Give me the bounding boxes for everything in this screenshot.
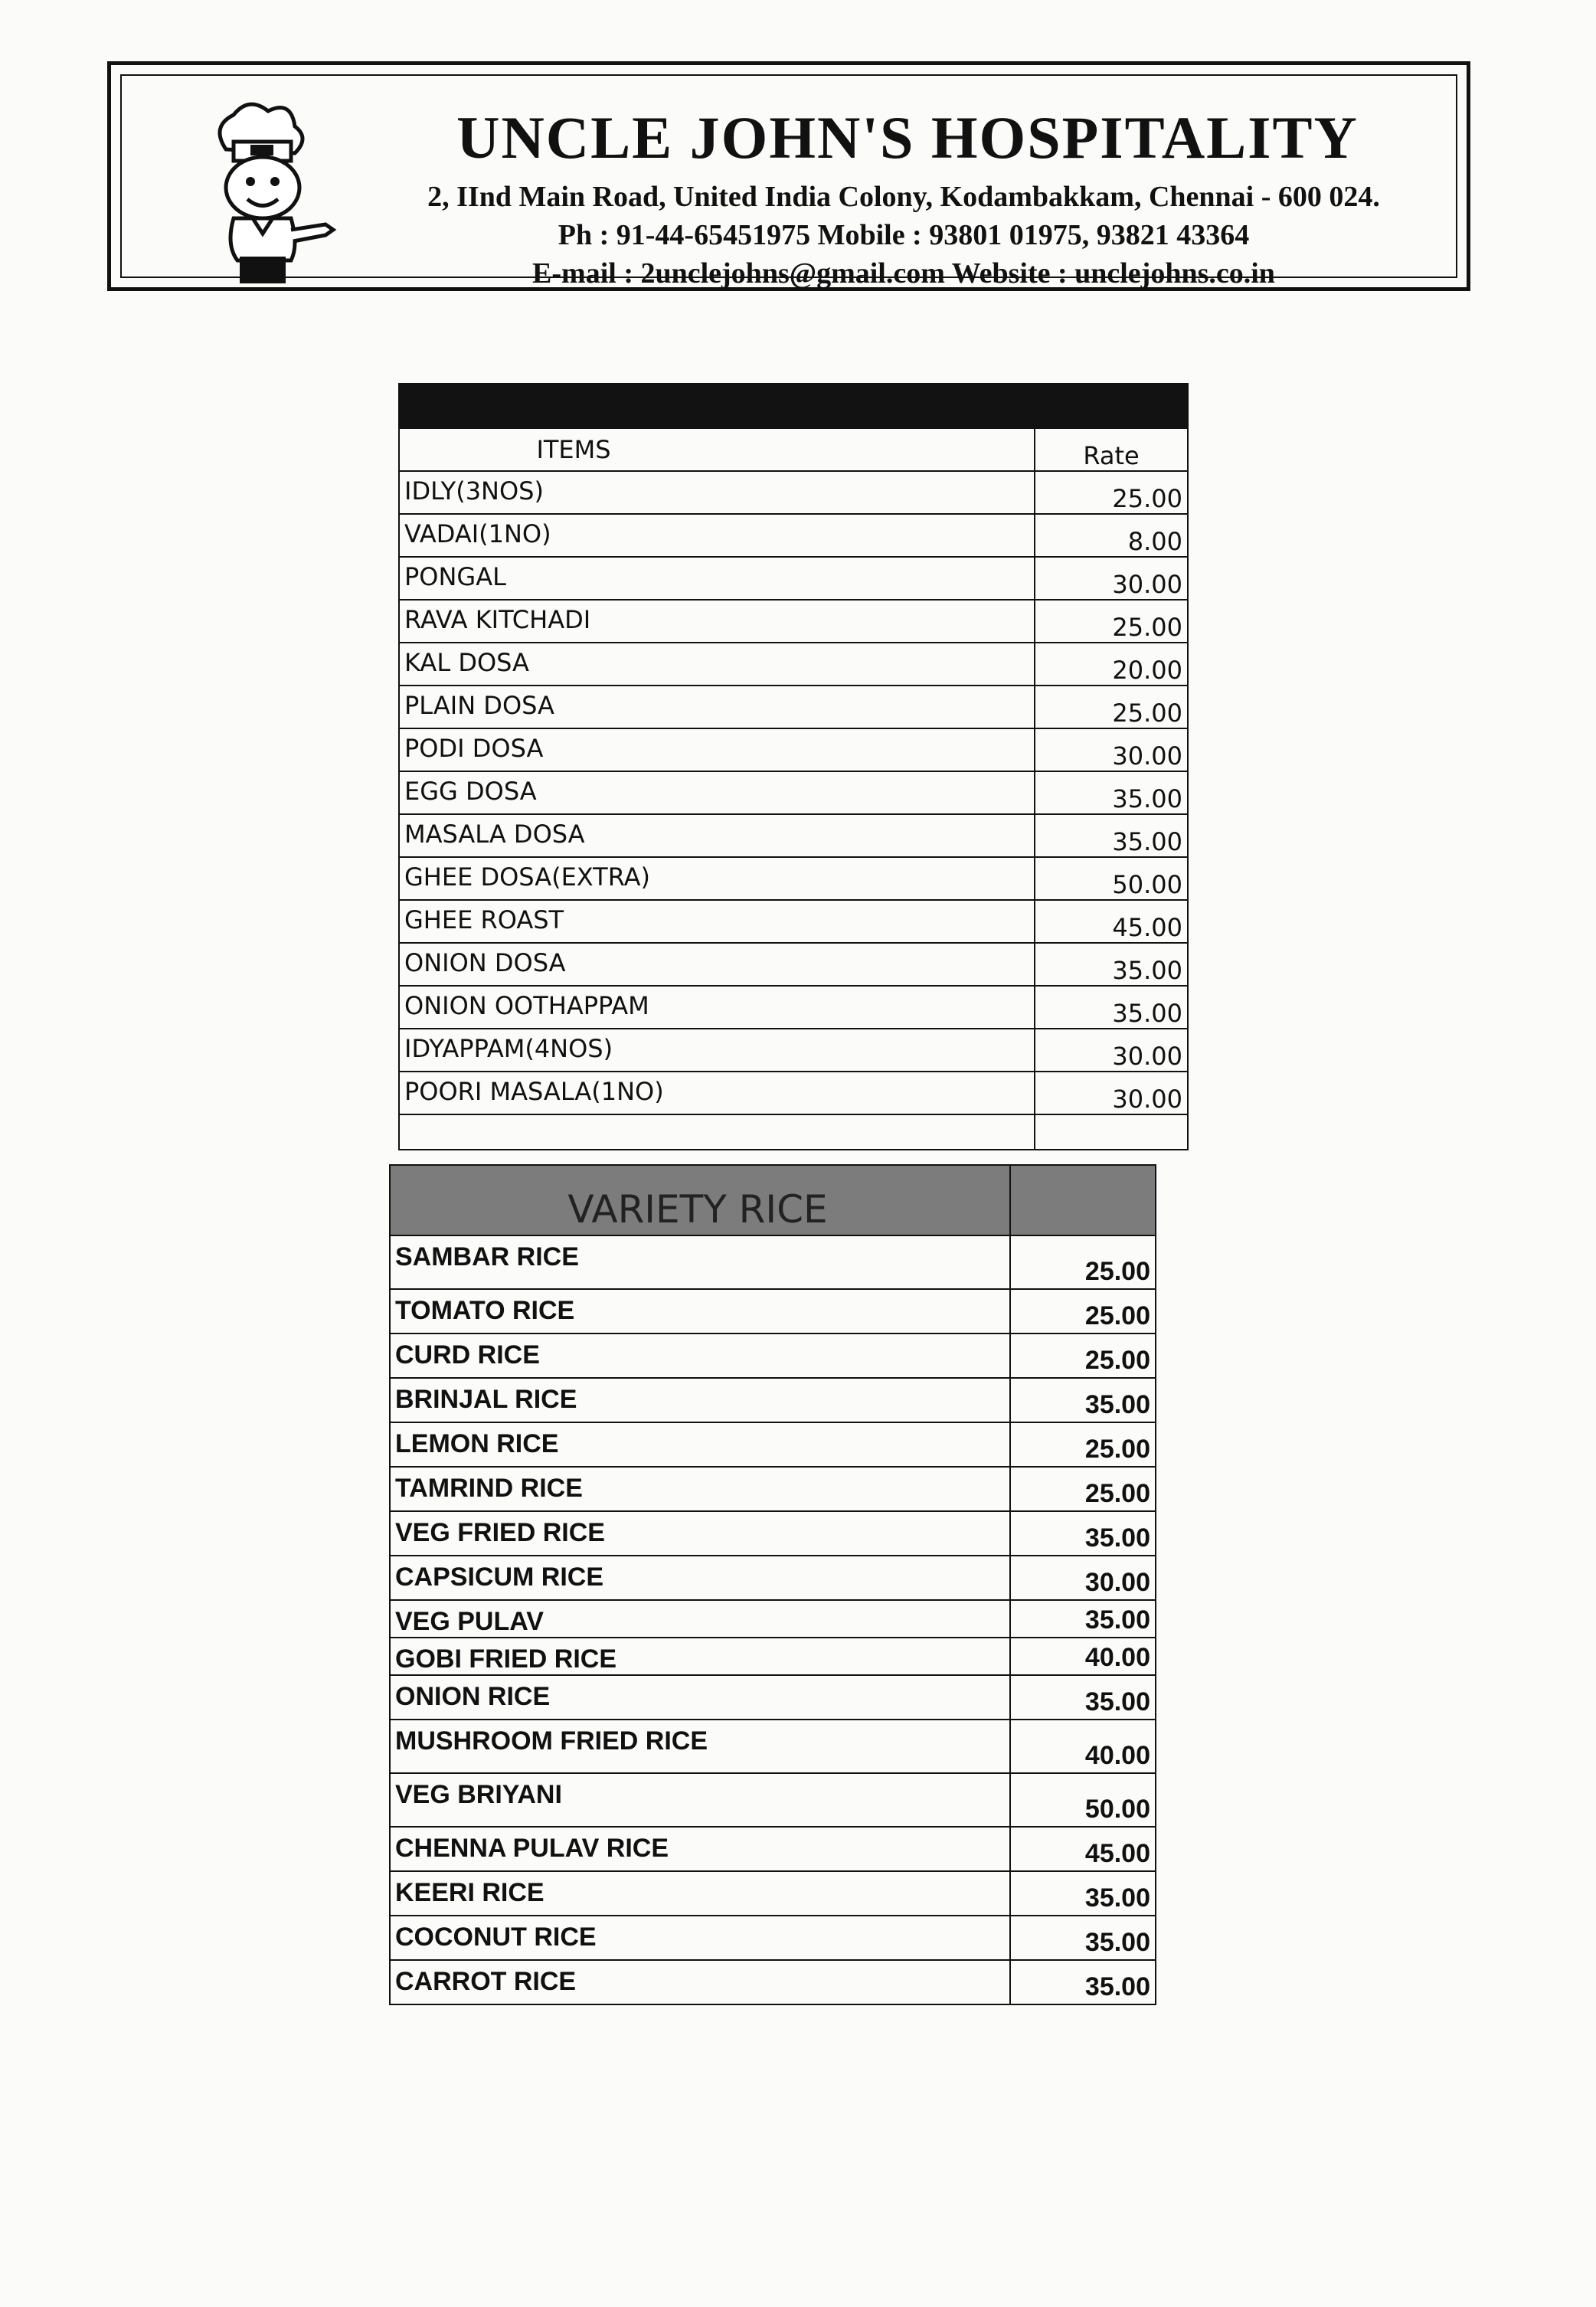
menu-item-rate: 20.00 <box>1035 643 1188 686</box>
table-row <box>399 857 1188 900</box>
table-row <box>390 1720 1156 1773</box>
menu-item-name: KAL DOSA <box>399 643 1035 686</box>
menu-item-rate: 25.00 <box>1035 471 1188 514</box>
table-row <box>399 814 1188 857</box>
menu-item-rate: 35.00 <box>1035 771 1188 814</box>
letterhead <box>107 61 1470 291</box>
table-row <box>399 1072 1188 1114</box>
table-row <box>399 643 1188 686</box>
menu-item-name: TAMRIND RICE <box>390 1467 1010 1511</box>
menu-item-rate: 50.00 <box>1035 857 1188 900</box>
menu-item-rate: 25.00 <box>1010 1422 1156 1467</box>
menu-item-name: BRINJAL RICE <box>390 1378 1010 1422</box>
menu-item-rate: 40.00 <box>1010 1720 1156 1773</box>
menu-item-name: VEG BRIYANI <box>390 1773 1010 1827</box>
table-row <box>399 771 1188 814</box>
table-row <box>399 986 1188 1029</box>
menu-item-name: SAMBAR RICE <box>390 1235 1010 1289</box>
table-row <box>390 1422 1156 1467</box>
menu-item-name: IDYAPPAM(4NOS) <box>399 1029 1035 1072</box>
table-row <box>390 1235 1156 1289</box>
table-row <box>399 1029 1188 1072</box>
menu-item-name: MUSHROOM FRIED RICE <box>390 1720 1010 1773</box>
table-row <box>390 1827 1156 1871</box>
menu-item-rate: 35.00 <box>1035 986 1188 1029</box>
menu-item-name: CARROT RICE <box>390 1960 1010 2004</box>
menu-item-name: GHEE DOSA(EXTRA) <box>399 857 1035 900</box>
hotel-name: UNCLE JOHN'S HOSPITALITY <box>456 104 1359 171</box>
menu-item-name: RAVA KITCHADI <box>399 600 1035 643</box>
items-column-header: ITEMS <box>399 428 1035 471</box>
menu-item-name: VEG PULAV <box>390 1600 1010 1638</box>
table-row <box>390 1556 1156 1600</box>
menu-item-rate: 35.00 <box>1010 1871 1156 1916</box>
menu-item-rate: 25.00 <box>1010 1333 1156 1378</box>
menu-item-name: TOMATO RICE <box>390 1289 1010 1333</box>
hotel-phone: Ph : 91-44-65451975 Mobile : 93801 01975, 93821 43364 <box>558 219 1250 251</box>
menu-item-name: GOBI FRIED RICE <box>390 1638 1010 1675</box>
menu-item-rate: 25.00 <box>1010 1467 1156 1511</box>
table-row <box>390 1960 1156 2004</box>
menu-item-name: PODI DOSA <box>399 728 1035 771</box>
rate-column-header: Rate <box>1035 428 1188 471</box>
table-row <box>390 1871 1156 1916</box>
menu-item-rate: 30.00 <box>1035 1072 1188 1114</box>
table-row <box>390 1675 1156 1720</box>
menu-item-rate: 35.00 <box>1035 814 1188 857</box>
table-row <box>399 943 1188 986</box>
table-row <box>390 1333 1156 1378</box>
table-row <box>399 514 1188 557</box>
menu-item-name: EGG DOSA <box>399 771 1035 814</box>
menu-item-rate: 25.00 <box>1035 686 1188 728</box>
menu-item-name: ONION DOSA <box>399 943 1035 986</box>
table-row <box>399 600 1188 643</box>
menu-item-name: COCONUT RICE <box>390 1916 1010 1960</box>
table-row <box>390 1638 1156 1675</box>
menu-item-rate: 35.00 <box>1035 943 1188 986</box>
table-row <box>390 1916 1156 1960</box>
menu-item-rate: 25.00 <box>1010 1289 1156 1333</box>
menu-item-name: MASALA DOSA <box>399 814 1035 857</box>
section-header-bar <box>390 1165 1156 1235</box>
menu-item-rate: 50.00 <box>1010 1773 1156 1827</box>
menu-item-rate: 30.00 <box>1010 1556 1156 1600</box>
variety-rice-table <box>389 1164 1156 2005</box>
menu-item-rate: 35.00 <box>1010 1600 1156 1638</box>
menu-item-name: PLAIN DOSA <box>399 686 1035 728</box>
menu-item-rate: 35.00 <box>1010 1916 1156 1960</box>
empty-row <box>399 1114 1188 1150</box>
table-header-row <box>399 428 1188 471</box>
menu-item-rate: 35.00 <box>1010 1960 1156 2004</box>
hotel-contact: E-mail : 2unclejohns@gmail.com Website : unclejohns.co.in <box>532 257 1275 290</box>
menu-item-rate: 35.00 <box>1010 1675 1156 1720</box>
table-row <box>390 1467 1156 1511</box>
menu-item-rate: 45.00 <box>1035 900 1188 943</box>
table-row <box>390 1289 1156 1333</box>
table-row <box>390 1378 1156 1422</box>
menu-item-rate: 30.00 <box>1035 1029 1188 1072</box>
table-row <box>399 728 1188 771</box>
menu-item-name: CAPSICUM RICE <box>390 1556 1010 1600</box>
menu-item-name: LEMON RICE <box>390 1422 1010 1467</box>
chef-mascot-icon <box>180 96 341 287</box>
table-row <box>390 1511 1156 1556</box>
menu-item-name: CHENNA PULAV RICE <box>390 1827 1010 1871</box>
menu-item-rate: 30.00 <box>1035 728 1188 771</box>
menu-item-name: PONGAL <box>399 557 1035 600</box>
table-header-bar <box>399 384 1188 428</box>
menu-item-rate: 35.00 <box>1010 1378 1156 1422</box>
table-row <box>390 1773 1156 1827</box>
menu-item-rate: 35.00 <box>1010 1511 1156 1556</box>
menu-item-name: KEERI RICE <box>390 1871 1010 1916</box>
menu-item-name: VEG FRIED RICE <box>390 1511 1010 1556</box>
table-row <box>399 900 1188 943</box>
menu-item-rate: 8.00 <box>1035 514 1188 557</box>
tiffin-menu-table <box>398 383 1189 1150</box>
table-row <box>399 686 1188 728</box>
table-row <box>390 1600 1156 1638</box>
menu-item-name: CURD RICE <box>390 1333 1010 1378</box>
menu-item-rate: 45.00 <box>1010 1827 1156 1871</box>
section-title: VARIETY RICE <box>390 1165 1010 1235</box>
menu-item-name: VADAI(1NO) <box>399 514 1035 557</box>
menu-item-rate: 25.00 <box>1035 600 1188 643</box>
hotel-address: 2, IInd Main Road, United India Colony, Kodambakkam, Chennai - 600 024. <box>427 181 1380 213</box>
menu-item-name: ONION RICE <box>390 1675 1010 1720</box>
menu-item-rate: 25.00 <box>1010 1235 1156 1289</box>
menu-item-name: IDLY(3NOS) <box>399 471 1035 514</box>
menu-item-rate: 30.00 <box>1035 557 1188 600</box>
menu-item-rate: 40.00 <box>1010 1638 1156 1675</box>
menu-item-name: ONION OOTHAPPAM <box>399 986 1035 1029</box>
table-row <box>399 557 1188 600</box>
menu-item-name: POORI MASALA(1NO) <box>399 1072 1035 1114</box>
table-row <box>399 471 1188 514</box>
menu-item-name: GHEE ROAST <box>399 900 1035 943</box>
